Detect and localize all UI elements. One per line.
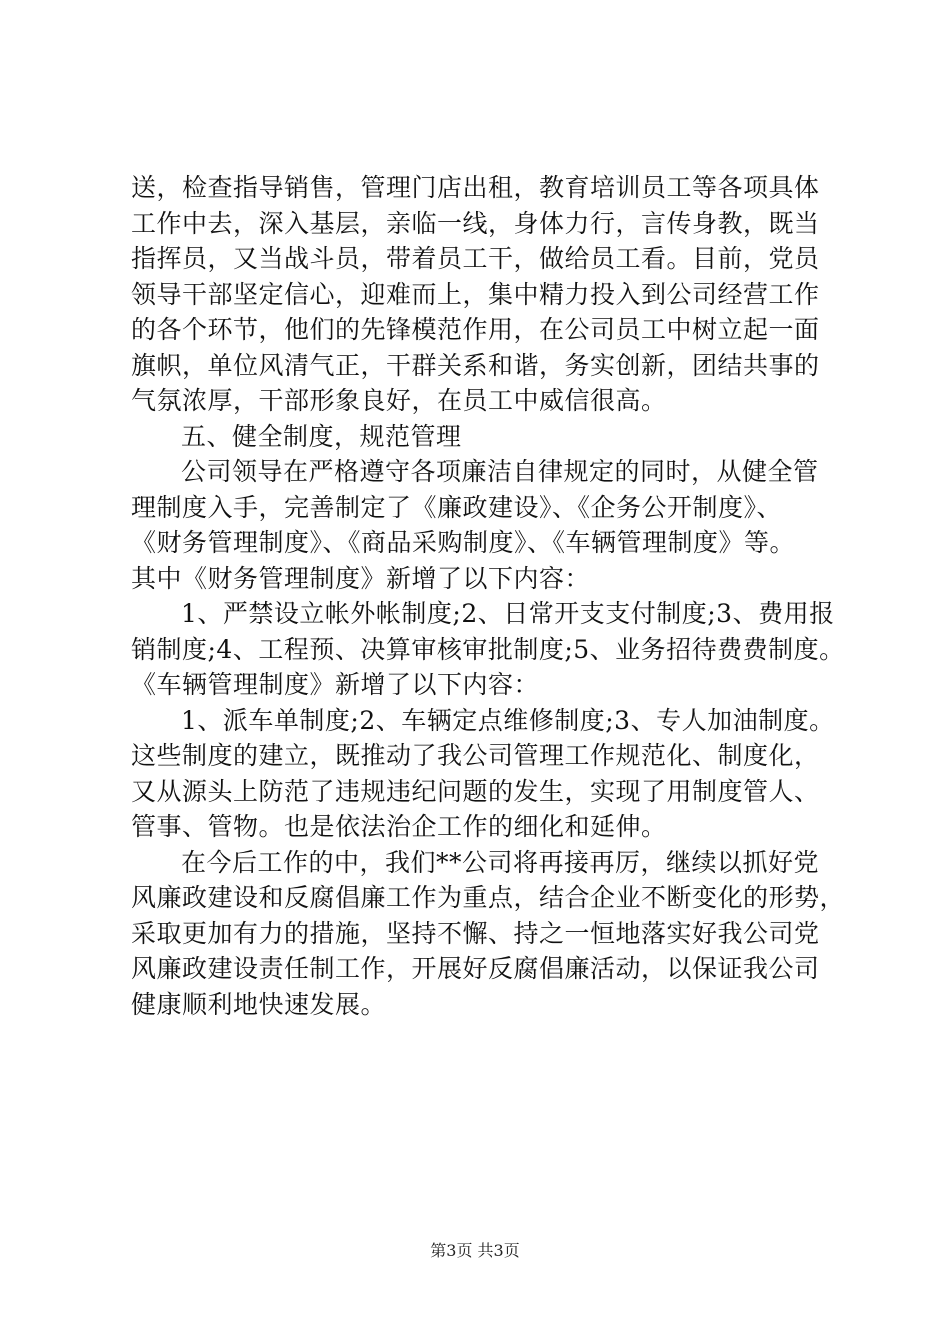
text-line: 指挥员，又当战斗员，带着员工干，做给员工看。目前，党员 <box>131 244 820 273</box>
text-line: 领导干部坚定信心，迎难而上，集中精力投入到公司经营工作 <box>131 279 820 309</box>
text-line: 《车辆管理制度》新增了以下内容： <box>131 670 540 699</box>
text-line: 风廉政建设责任制工作，开展好反腐倡廉活动，以保证我公司 <box>131 954 820 983</box>
text-line: 这些制度的建立，既推动了我公司管理工作规范化、制度化， <box>131 741 820 770</box>
text-line: 销制度;4、工程预、决算审核审批制度;5、业务招待费费制度。 <box>131 634 845 664</box>
text-line: 1、派车单制度;2、车辆定点维修制度;3、专人加油制度。 <box>181 705 835 735</box>
text-line: 送，检查指导销售，管理门店出租，教育培训员工等各项具体 <box>131 173 820 202</box>
text-line: 又从源头上防范了违规违纪问题的发生，实现了用制度管人、 <box>131 776 820 806</box>
text-line: 1、严禁设立帐外帐制度;2、日常开支支付制度;3、费用报 <box>181 599 835 628</box>
text-line: 《财务管理制度》、《商品采购制度》、《车辆管理制度》等。 <box>131 528 796 557</box>
text-line: 理制度入手，完善制定了《廉政建设》、《企务公开制度》、 <box>131 492 783 522</box>
text-line: 的各个环节，他们的先锋模范作用，在公司员工中树立起一面 <box>131 315 820 344</box>
text-line: 旗帜，单位风清气正，干群关系和谐，务实创新，团结共事的 <box>131 350 820 380</box>
page-number-footer: 第3页 共3页 <box>430 1241 520 1260</box>
text-line: 气氛浓厚，干部形象良好，在员工中威信很高。 <box>131 386 667 415</box>
text-line: 风廉政建设和反腐倡廉工作为重点，结合企业不断变化的形势， <box>131 883 846 912</box>
text-line: 工作中去，深入基层，亲临一线，身体力行，言传身教，既当 <box>131 208 820 238</box>
text-line: 采取更加有力的措施，坚持不懈、持之一恒地落实好我公司党 <box>131 918 820 948</box>
text-line: 公司领导在严格遵守各项廉洁自律规定的同时，从健全管 <box>181 457 819 486</box>
text-line: 在今后工作的中，我们**公司将再接再厉，继续以抓好党 <box>181 847 820 877</box>
text-line: 其中《财务管理制度》新增了以下内容： <box>131 563 591 593</box>
text-line: 五、健全制度，规范管理 <box>181 421 462 451</box>
document-body <box>131 170 846 1022</box>
text-line: 管事、管物。也是依法治企工作的细化和延伸。 <box>131 812 667 841</box>
text-line: 健康顺利地快速发展。 <box>131 989 387 1019</box>
